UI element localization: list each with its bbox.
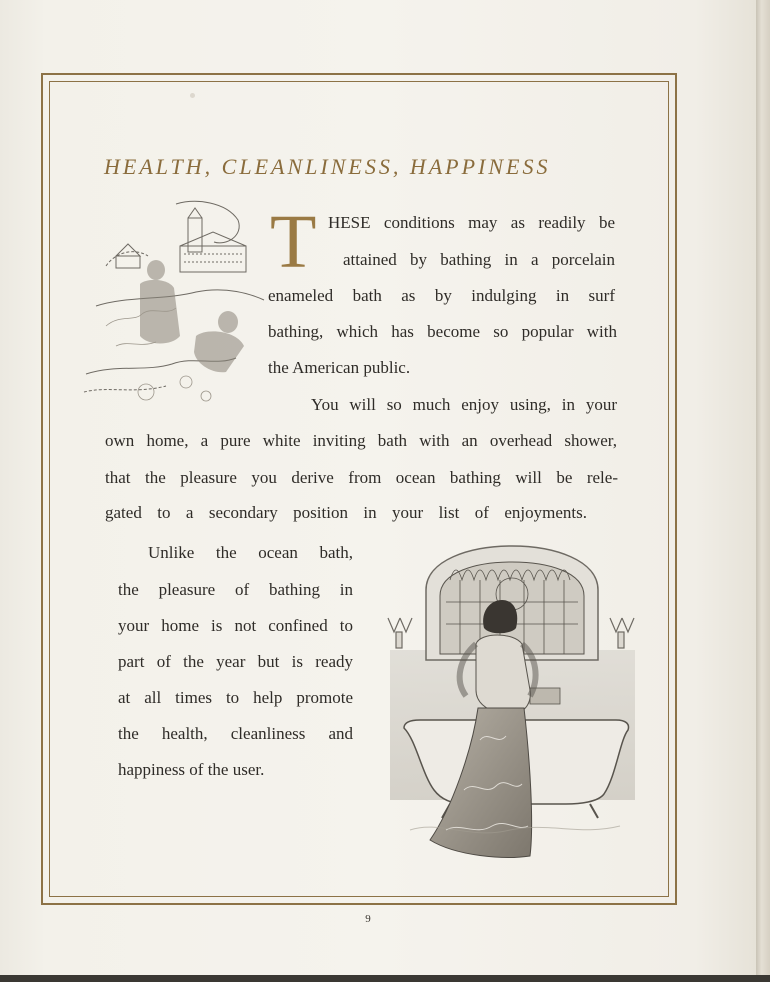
text-line: your home is not confined to (118, 616, 353, 635)
drop-cap: T (270, 200, 317, 284)
page-number: 9 (365, 913, 371, 925)
text-line: part of the year but is ready (118, 652, 353, 671)
text-line: HESE conditions may as readily be (328, 213, 615, 232)
page-heading: HEALTH, CLEANLINESS, HAPPINESS (104, 154, 551, 179)
page-edge (756, 0, 770, 982)
text-line: the American public. (268, 358, 411, 377)
text-line: You will so much enjoy using, in your (311, 395, 617, 414)
text-line: gated to a secondary position in your list of enjoyments. (105, 503, 587, 522)
text-line: own home, a pure white inviting bath with an overhead shower, (105, 431, 617, 450)
text-line: at all times to help promote (118, 688, 353, 707)
text-line: happiness of the user. (118, 760, 265, 779)
text-line: bathing, which has become so popular with (268, 322, 617, 341)
text-line: attained by bathing in a porcelain (343, 250, 615, 269)
text-line: the pleasure of bathing in (118, 580, 353, 599)
text-line: Unlike the ocean bath, (148, 543, 353, 562)
bathroom-scene-illustration (380, 540, 642, 870)
beach-vignette-illustration (76, 196, 266, 416)
text-line: the health, cleanliness and (118, 724, 353, 743)
text-line: that the pleasure you derive from ocean bathing will be rele- (105, 468, 618, 487)
page-bottom-edge (0, 975, 770, 982)
text-line: enameled bath as by indulging in surf (268, 286, 615, 305)
